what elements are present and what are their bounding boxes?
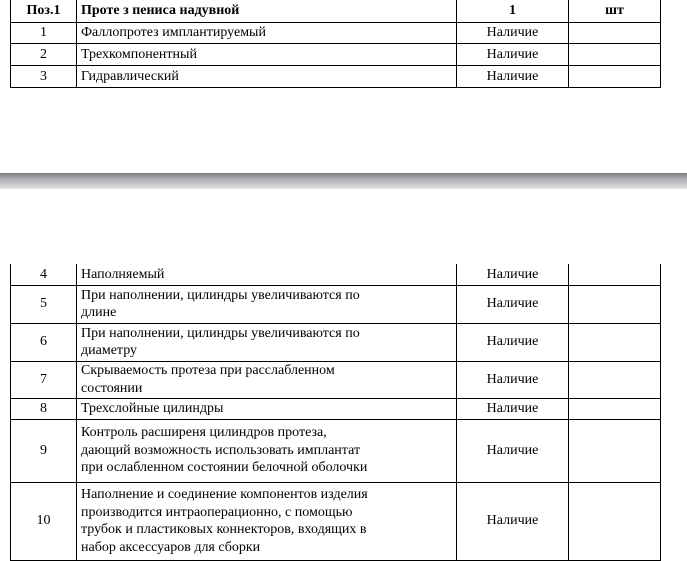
row-empty-cell — [569, 23, 661, 44]
spec-table-page-1 — [10, 0, 661, 88]
row-number: 8 — [11, 398, 77, 419]
desc-line: Наполнение и соединение компонентов изделия — [81, 487, 368, 502]
row-value: Наличие — [457, 66, 569, 88]
row-empty-cell — [569, 398, 661, 419]
row-empty-cell — [569, 44, 661, 66]
row-value: Наличие — [457, 419, 569, 482]
row-description: Трехкомпонентный — [77, 44, 457, 66]
table-row — [11, 482, 661, 560]
row-value: Наличие — [457, 398, 569, 419]
row-number: 2 — [11, 44, 77, 66]
row-empty-cell — [569, 285, 661, 323]
row-number: 7 — [11, 361, 77, 398]
header-name: Проте з пениса надувной — [77, 0, 457, 23]
table-row — [11, 44, 661, 66]
row-number: 5 — [11, 285, 77, 323]
desc-line: Скрываемость протеза при расслабленном — [81, 363, 335, 378]
row-description — [77, 419, 457, 482]
table-row — [11, 361, 661, 398]
row-value: Наличие — [457, 323, 569, 361]
row-description — [77, 482, 457, 560]
row-description — [77, 323, 457, 361]
desc-line: длине — [81, 305, 117, 320]
row-number: 1 — [11, 23, 77, 44]
row-description — [77, 285, 457, 323]
row-description: Гидравлический — [77, 66, 457, 88]
desc-line: производится интраоперационно, с помощью — [81, 504, 353, 520]
desc-line: трубок и пластиковых коннекторов, входящих в — [81, 522, 367, 537]
row-empty-cell — [569, 264, 661, 285]
row-number: 10 — [11, 482, 77, 560]
row-description — [77, 361, 457, 398]
row-number: 4 — [11, 264, 77, 285]
table-row — [11, 419, 661, 482]
row-empty-cell — [569, 361, 661, 398]
desc-line: состоянии — [81, 380, 143, 396]
header-qty: 1 — [457, 0, 569, 23]
row-value: Наличие — [457, 23, 569, 44]
row-number: 9 — [11, 419, 77, 482]
row-empty-cell — [569, 482, 661, 560]
desc-line: При наполнении, цилиндры увеличиваются по — [81, 325, 360, 341]
row-empty-cell — [569, 419, 661, 482]
row-value: Наличие — [457, 44, 569, 66]
row-empty-cell — [569, 323, 661, 361]
desc-line: дающий возможность использовать имплантат — [81, 442, 361, 458]
table-header-row — [11, 0, 661, 23]
row-value: Наличие — [457, 264, 569, 285]
header-pos: Поз.1 — [11, 0, 77, 23]
table-row — [11, 66, 661, 88]
row-description: Фаллопротез имплантируемый — [77, 23, 457, 44]
desc-line: Контроль расширеня цилиндров протеза, — [81, 425, 327, 441]
row-description: Наполняемый — [77, 264, 457, 285]
row-value: Наличие — [457, 361, 569, 398]
table-row — [11, 264, 661, 285]
row-value: Наличие — [457, 285, 569, 323]
spec-table-page-2 — [10, 264, 661, 561]
desc-line: при ослабленном состоянии белочной оболочки — [81, 460, 368, 476]
desc-line: диаметру — [81, 343, 138, 358]
table-row — [11, 23, 661, 44]
table-row — [11, 285, 661, 323]
row-value: Наличие — [457, 482, 569, 560]
desc-line: При наполнении, цилиндры увеличиваются по — [81, 287, 360, 303]
page-break-separator — [0, 173, 687, 189]
row-number: 3 — [11, 66, 77, 88]
table-row — [11, 398, 661, 419]
row-description: Трехслойные цилиндры — [77, 398, 457, 419]
table-row — [11, 323, 661, 361]
header-unit: шт — [569, 0, 661, 23]
row-number: 6 — [11, 323, 77, 361]
desc-line: набор аксессуаров для сборки — [81, 539, 261, 555]
row-empty-cell — [569, 66, 661, 88]
